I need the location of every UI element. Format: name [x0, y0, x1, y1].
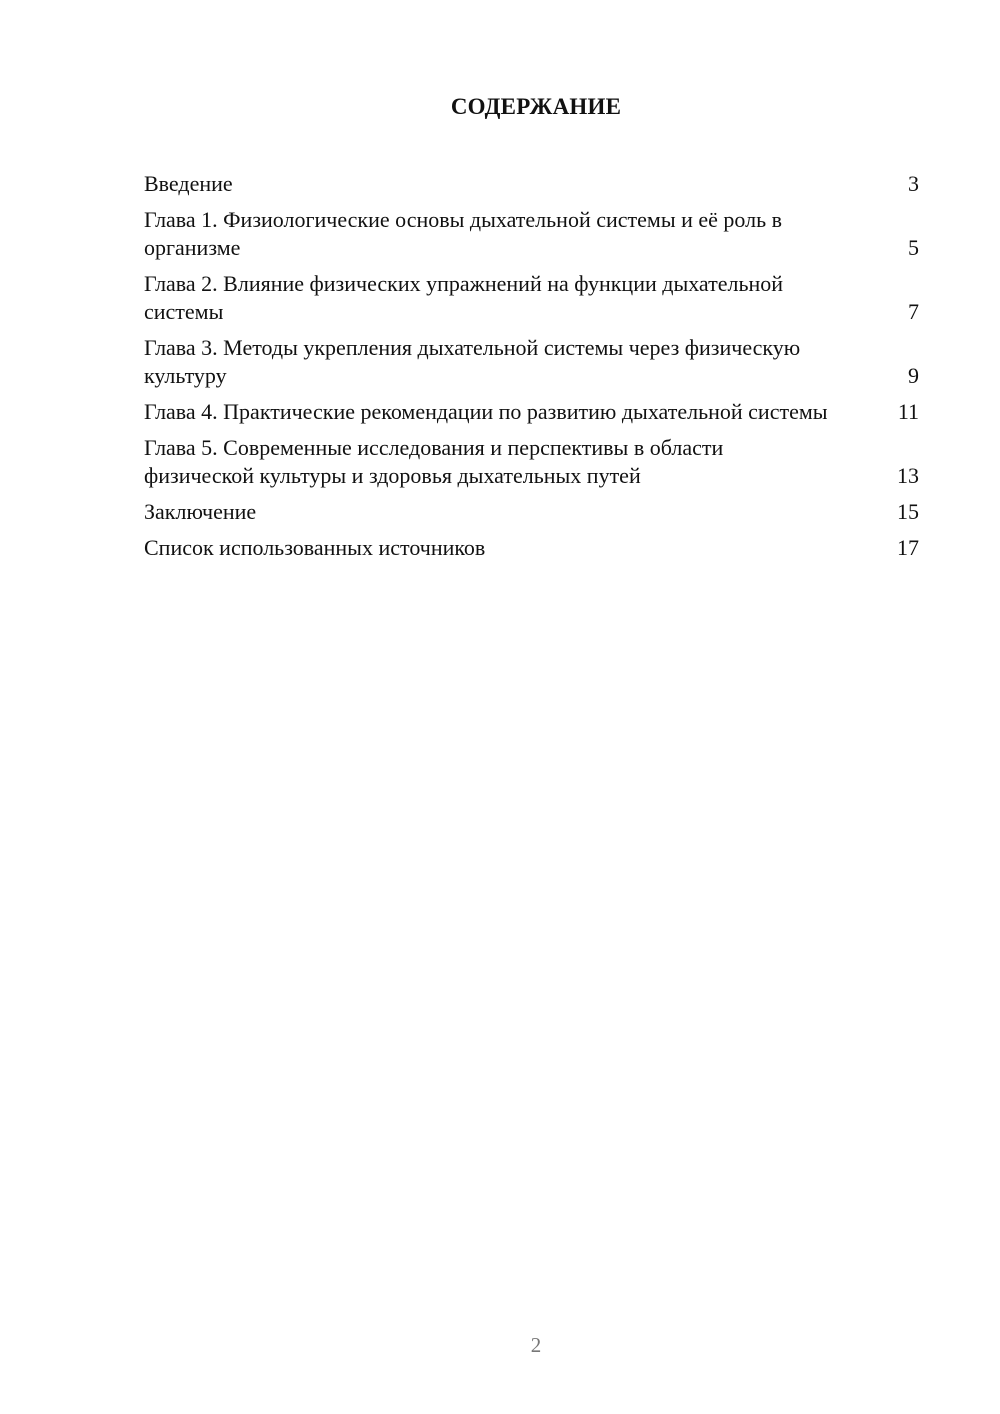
toc-entry-label: Глава 2. Влияние физических упражнений на функции дыхательной системы — [144, 271, 784, 324]
toc-entry-page: 13 — [897, 463, 919, 488]
toc-entry-page: 11 — [897, 399, 919, 424]
toc-entry-label: Глава 1. Физиологические основы дыхательной системы и её роль в организме — [144, 207, 783, 260]
toc-entry-conclusion[interactable] — [144, 498, 919, 526]
table-of-contents — [144, 170, 919, 570]
toc-entry-introduction[interactable] — [144, 170, 919, 198]
toc-entry-label: Введение — [144, 171, 233, 196]
toc-entry-page: 7 — [908, 299, 919, 324]
toc-entry-chapter-4[interactable] — [144, 398, 919, 426]
toc-entry-references[interactable] — [144, 534, 919, 562]
toc-entry-chapter-3[interactable] — [144, 334, 919, 390]
toc-entry-page: 3 — [908, 171, 919, 196]
toc-entry-label: Глава 4. Практические рекомендации по развитию дыхательной системы — [144, 399, 828, 424]
page-number: 2 — [530, 1333, 542, 1357]
toc-entry-label: Глава 5. Современные исследования и перспективы в области физической культуры и здоровья дыхательных путей — [144, 435, 724, 488]
toc-entry-label: Список использованных источников — [144, 535, 486, 560]
toc-entry-chapter-1[interactable] — [144, 206, 919, 262]
toc-title: СОДЕРЖАНИЕ — [450, 94, 622, 119]
toc-entry-page: 9 — [908, 363, 919, 388]
toc-entry-page: 17 — [897, 535, 919, 560]
toc-entry-label: Глава 3. Методы укрепления дыхательной системы через физическую культуру — [144, 335, 801, 388]
toc-entry-chapter-5[interactable] — [144, 434, 919, 490]
toc-entry-chapter-2[interactable] — [144, 270, 919, 326]
toc-entry-page: 15 — [897, 499, 919, 524]
toc-entry-label: Заключение — [144, 499, 257, 524]
toc-entry-page: 5 — [908, 235, 919, 260]
